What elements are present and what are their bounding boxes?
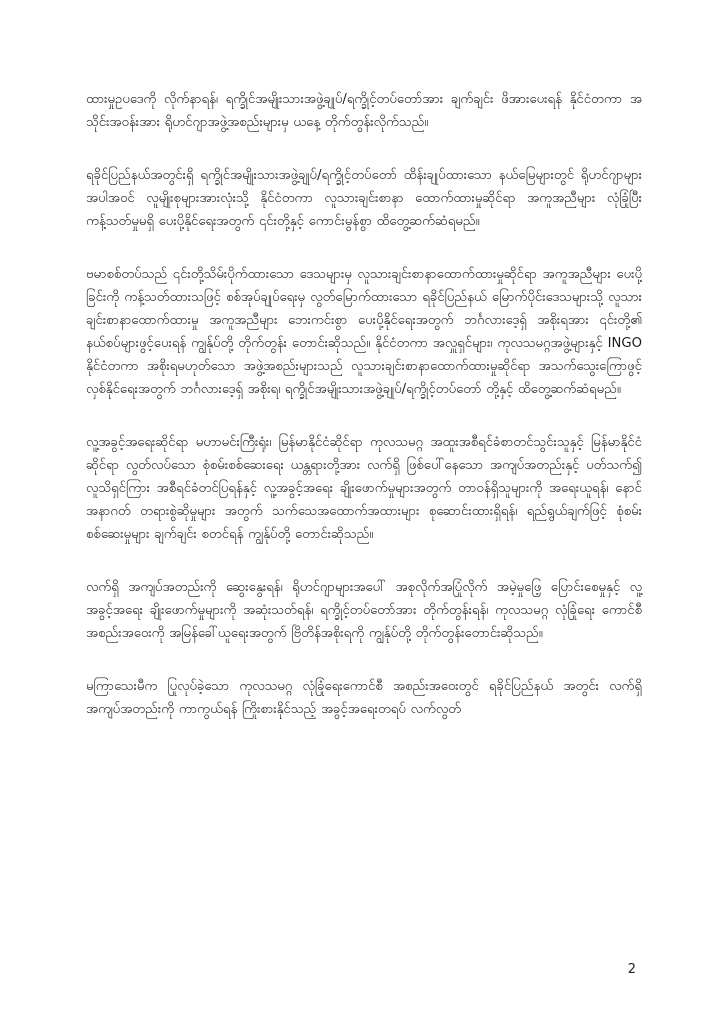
- paragraph-5: လက်ရှိ အကျပ်အတည်းကို ဆွေးနွေးရန်၊ ရိုဟင်ဂျာများအပေါ် အစုလိုက်အပြုံလိုက် အမဲ့မှုဖြေ့ ပြောင်းစေမှုနှင့် လူ့အခွင့်အရေး ချိုးဖောက်မှုများကို အဆုံးသတ်ရန်၊ ရက္ခိုင့်တပ်တော်အား တိုက်တွန်းရန်၊ ကုလသမဂ္ဂ လုံခြုံရေး ကောင်စီ အစည်းအဝေးကို အမြန်ခေါ်ယူရေးအတွက် ဗြိတိန်အစိုးရကို ကျွန်ုပ်တို့ တိုက်တွန်းတောင်းဆိုသည်။: [86, 580, 642, 641]
- paragraph-6: မကြာသေးမီက ပြုလုပ်ခဲ့သော ကုလသမဂ္ဂ လုံခြုံရေးကောင်စီ အစည်းအဝေးတွင် ရခိုင်ပြည်နယ် အတွင်း လက်ရှိအကျပ်အတည်းကို ကာကွယ်ရန် ကြိုးစားနိုင်သည့် အခွင့်အရေးတရပ် လက်လွတ်: [86, 679, 642, 717]
- paragraph-1: ထားမှုဥပဒေကို လိုက်နာရန်၊ ရက္ခိုင်အမျိုးသားအဖွဲ့ချုပ်/ရက္ခိုင့်တပ်တော်အား ချက်ချင်း ဖိအားပေးရန် နိုင်ငံတကာ အသိုင်းအဝန်းအား ရိုဟင်ဂျာအဖွဲ့အစည်းများမှ ယနေ့ တိုက်တွန်းလိုက်သည်။: [86, 92, 642, 130]
- paragraph-3: ဗမာစစ်တပ်သည် ၎င်းတို့သိမ်းပိုက်ထားသော ဒေသများမှ လူသားချင်းစာနာထောက်ထားမှုဆိုင်ရာ အကူအညီများ ပေးပို့ခြင်းကို ကန့်သတ်ထားသဖြင့် စစ်အုပ်ချုပ်ရေးမှ လွတ်မြောက်ထားသော ရခိုင်ပြည်နယ် မြောက်ပိုင်းဒေသများသို့ လူသားချင်းစာနာထောက်ထားမှု အကူအညီများ ဘေးကင်းစွာ ပေးပို့နိုင်ရေးအတွက် ဘင်္ဂလားဒေ့ရှ် အစိုးရအား ၎င်းတို့၏ နယ်စပ်များဖွင့်ပေးရန် ကျွန်ုပ်တို့ တိုက်တွန်း တောင်းဆိုသည်။ နိုင်ငံတကာ အလှူရှင်များ၊ ကုလသမဂ္ဂအဖွဲ့များနှင့် INGO နိုင်ငံတကာ အစိုးရမဟုတ်သော အဖွဲ့အစည်းများသည် လူသားချင်းစာနာထောက်ထားမှုဆိုင်ရာ အသက်သွေးကြောဖွင့်လှစ်နိုင်ရေးအတွက် ဘင်္ဂလားဒေ့ရှ် အစိုးရ၊ ရက္ခိုင်အမျိုးသားအဖွဲ့ချုပ်/ရက္ခိုင့်တပ်တော် တို့နှင့် ထိတွေ့ဆက်ဆံရမည်။: [86, 267, 642, 397]
- page-number: 2: [627, 962, 636, 977]
- paragraph-2: ရခိုင်ပြည်နယ်အတွင်းရှိ ရက္ခိုင်အမျိုးသားအဖွဲ့ချုပ်/ရက္ခိုင့်တပ်တော် ထိန်းချုပ်ထားသော နယ်မြေများတွင် ရိုဟင်ဂျာများအပါအဝင် လူမျိုးစုများအားလုံးသို့ နိုင်ငံတကာ လူသားချင်းစာနာ ထောက်ထားမှုဆိုင်ရာ အကူအညီများ လုံခြုံပြီး ကန့်သတ်မှုမရှိ ပေးပို့နိုင်ရေးအတွက် ၎င်းတို့နှင့် ကောင်းမွန်စွာ ထိတွေ့ဆက်ဆံရမည်။: [86, 168, 642, 229]
- document-body: [86, 88, 642, 751]
- paragraph-4: လူ့အခွင့်အရေးဆိုင်ရာ မဟာမင်းကြီးရုံး၊ မြန်မာနိုင်ငံဆိုင်ရာ ကုလသမဂ္ဂ အထူးအစီရင်ခံစာတင်သွင်းသူနှင့် မြန်မာနိုင်ငံဆိုင်ရာ လွတ်လပ်သော စုံစမ်းစစ်ဆေးရေး ယန္တရားတို့အား လက်ရှိ ဖြစ်ပေါ်နေသော အကျပ်အတည်းနှင့် ပတ်သက်၍ လူသိရှင်ကြား အစီရင်ခံတင်ပြရန်နှင့် လူ့အခွင့်အရေး ချိုးဖောက်မှုများအတွက် တာဝန်ရှိသူများကို အရေးယူရန်၊ နောင်အနာဂတ် တရားစွဲဆိုမှုများ အတွက် သက်သေအထောက်အထားများ စုဆောင်းထားရှိရန်၊ ရည်ရွယ်ချက်ဖြင့် စုံစမ်းစစ်ဆေးမှုများ ချက်ချင်း စတင်ရန် ကျွန်ုပ်တို့ တောင်းဆိုသည်။: [86, 435, 642, 542]
